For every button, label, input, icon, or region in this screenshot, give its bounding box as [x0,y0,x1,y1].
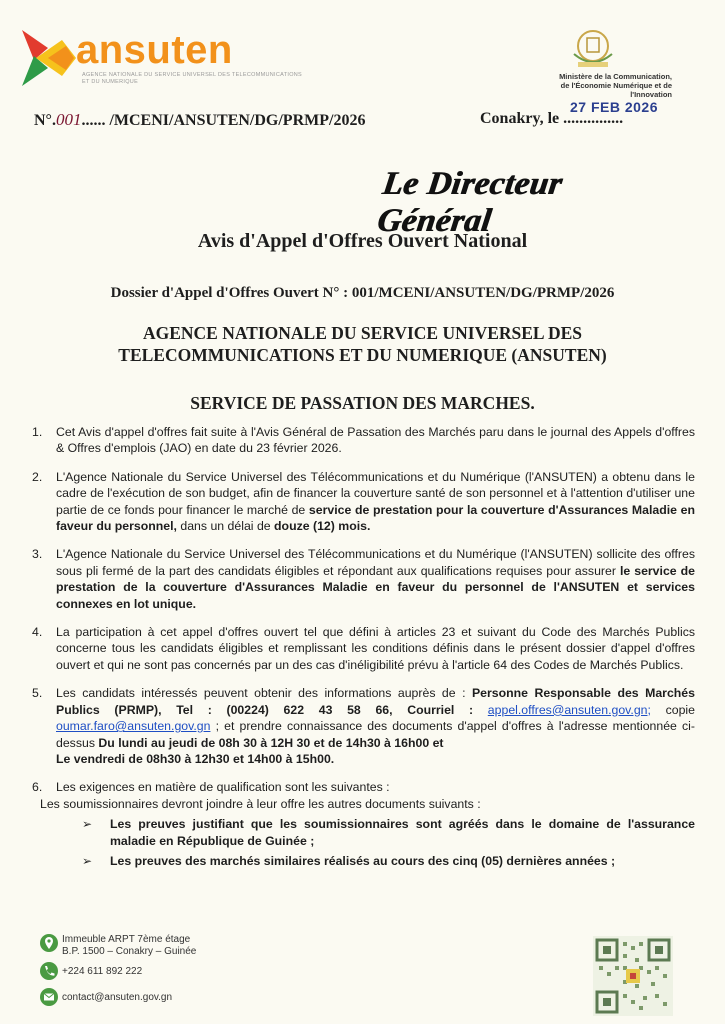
footer-phone: +224 611 892 222 [40,962,142,980]
footer-email: contact@ansuten.gov.gn [40,988,172,1006]
mail-icon [40,988,58,1006]
notice-items [30,424,695,869]
list-item: 3. L'Agence Nationale du Service Universel des Télécommunications et du Numérique (l'ANSUTEN) sollicite des offres sous pli fermé de la part des candidats éligibles et répondant aux qualifications requises pour assurer le service de prestation de la couverture d'Assurances Maladie en faveur du personnel de l'ANSUTEN et services connexes en lot unique. [32,547,695,611]
list-item: 6. Les exigences en matière de qualification sont les suivantes : Les soumissionnaires devront joindre à leur offre les autres documents suivants : ➢ Les preuves justifiant que les soumissionnaires sont agréés dans le domaine de l'assurance maladie en République de Guinée ; ➢ Les preuves des marchés similaires réalisés au cours des cinq (05) dernières années ; [32,780,695,868]
director-heading: Le Directeur Général [374,166,565,239]
list-item: 2. L'Agence Nationale du Service Universel des Télécommunications et du Numérique (l'ANSUTEN) a obtenu dans le cadre de l'exécution de son budget, afin de financer la couverture santé de son personnel et à l'attention d'utiliser une partie de ce fonds pour financer le marché de service de prestation pour la couverture d'Assurances Maladie en faveur du personnel, dans un délai de douze (12) mois. [32,469,695,534]
ansuten-logo [18,26,303,90]
requirement-item: ➢ Les preuves justifiant que les soumissionnaires sont agréés dans le domaine de l'assurance maladie en République de Guinée ; [56,816,695,849]
qr-code-icon [593,936,673,1016]
date-stamp: 27 FEB 2026 [570,99,658,115]
ansuten-logo-mark-icon [18,26,82,90]
dossier-reference: Dossier d'Appel d'Offres Ouvert N° : 001/MCENI/ANSUTEN/DG/PRMP/2026 [110,285,615,301]
email-link-appel-offres[interactable]: appel.offres@ansuten.gov.gn; [487,702,651,717]
logo-wordmark: ansuten [76,28,233,72]
reference-number: N°.001...... /MCENI/ANSUTEN/DG/PRMP/2026 [34,110,366,129]
logo-tagline: AGENCE NATIONALE DU SERVICE UNIVERSEL DES TELECOMMUNICATIONS ET DU NUMERIQUE [82,72,303,85]
arrow-bullet-icon: ➢ [82,817,93,832]
agency-name: AGENCE NATIONALE DU SERVICE UNIVERSEL DES TELECOMMUNICATIONS ET DU NUMERIQUE (ANSUTEN) [118,323,607,365]
phone-icon [40,962,58,980]
document-title: Avis d'Appel d'Offres Ouvert National [197,230,528,252]
arrow-bullet-icon: ➢ [82,853,93,868]
footer-address: Immeuble ARPT 7ème étage B.P. 1500 – Conakry – Guinée [40,934,196,958]
email-link-oumar-faro[interactable]: oumar.faro@ansuten.gov.gn [56,719,211,734]
guinea-emblem-icon [566,24,620,72]
location-pin-icon [40,934,58,952]
handwritten-ref-number: 001 [55,110,82,129]
list-item: 4. La participation à cet appel d'offres ouvert tel que défini à articles 23 et suivant du Code des Marchés Publics concerne tous les candidats éligibles et remplissant les conditions définis dans le présent dossier d'appel d'offres ouvert et qui ne sont pas concernés par un des cas d'inéligibilité prévu à l'article 64 des Codes de Marchés Publics. [32,625,695,672]
place-date-line: Conakry, le ............... [480,110,624,127]
requirement-item: ➢ Les preuves des marchés similaires réalisés au cours des cinq (05) dernières années ; [56,853,695,869]
ministry-name: Ministère de la Communication, de l'Économie Numérique et de l'Innovation [559,72,672,99]
list-item: 1. Cet Avis d'appel d'offres fait suite à l'Avis Général de Passation des Marchés paru dans le journal des Appels d'offres & Offres d'emplois (JAO) en date du 23 février 2026. [32,425,695,456]
service-heading: SERVICE DE PASSATION DES MARCHES. [190,393,535,413]
list-item: 5. Les candidats intéressés peuvent obtenir des informations auprès de : Personne Responsable des Marchés Publics (PRMP), Tel : (00224) 622 43 58 66, Courriel : appel.offres@ansuten.gov.gn; copie oumar.faro@ansuten.gov.gn ; et prendre connaissance des documents d'appel d'offres à l'adresse mentionnée ci-dessus Du lundi au jeudi de 08h 30 à 12H 30 et de 14h30 à 16h00 et Le vendredi de 08h30 à 12h30 et 14h00 à 15h00. [32,686,695,766]
